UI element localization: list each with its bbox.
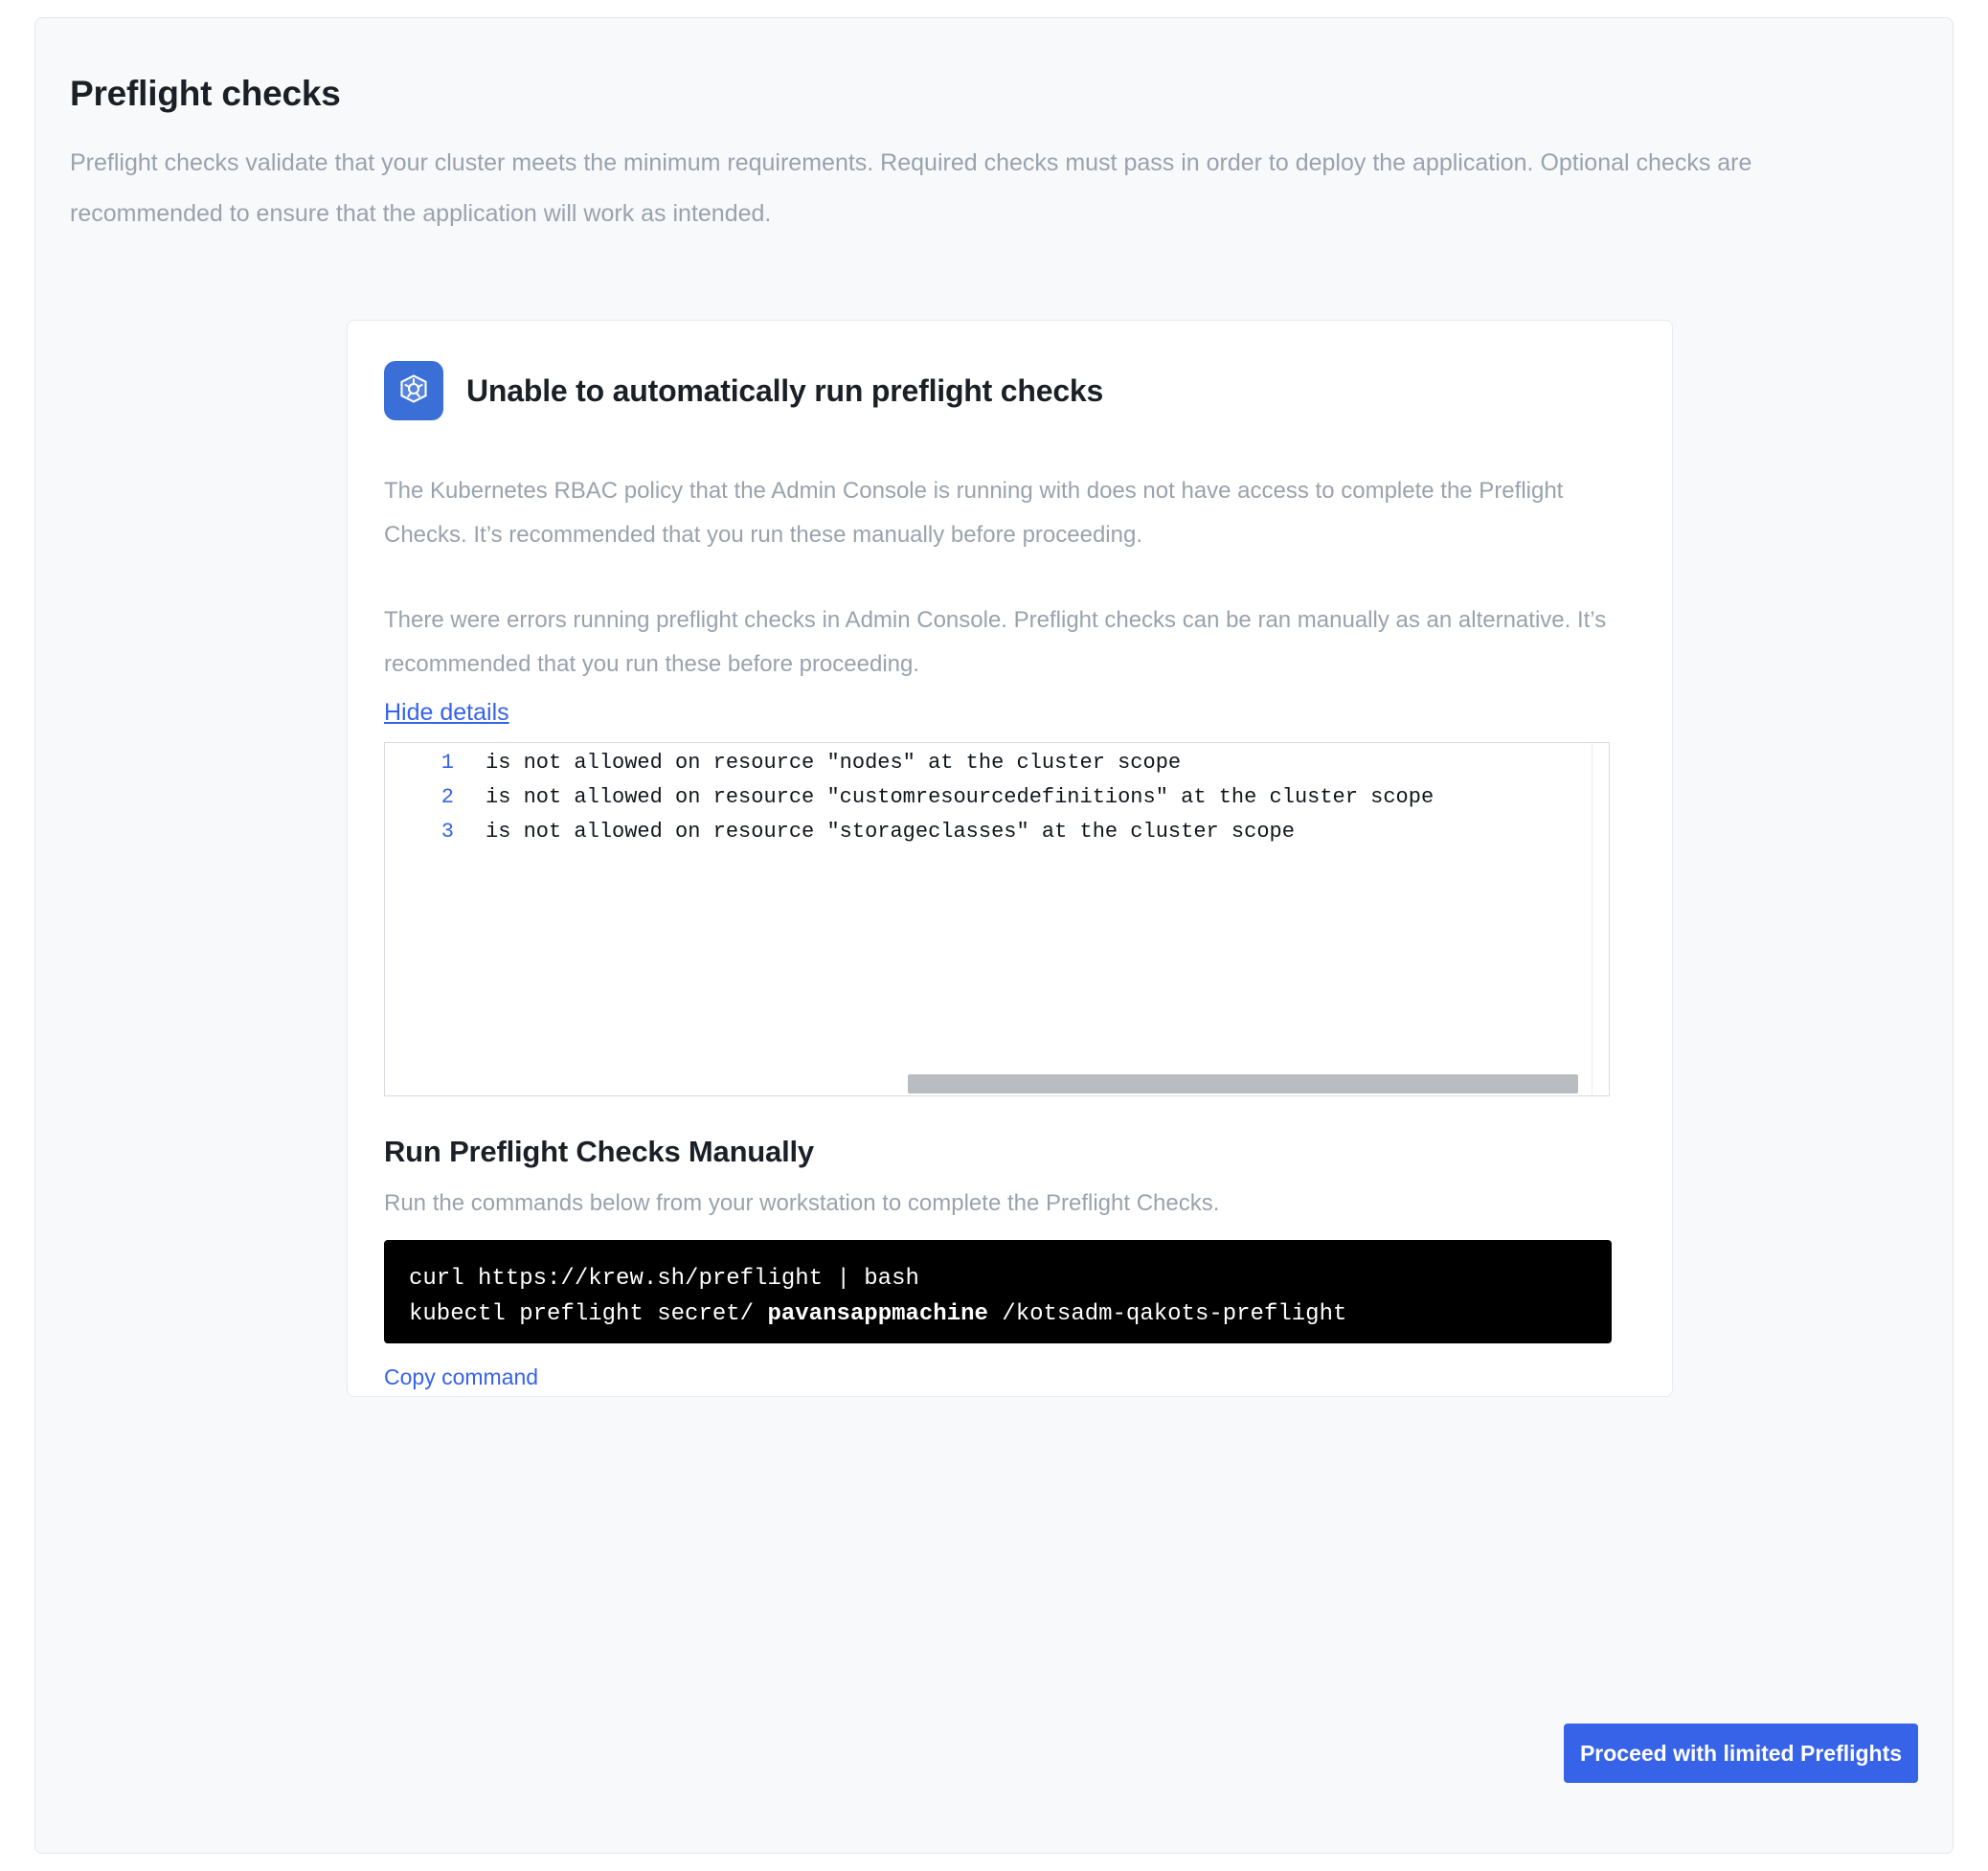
- line-text: is not allowed on resource "nodes" at the cluster scope: [486, 751, 1182, 775]
- error-log-horizontal-scrollbar[interactable]: [386, 1074, 1592, 1093]
- manual-section-description: Run the commands below from your workstation to complete the Preflight Checks.: [384, 1190, 1220, 1216]
- page-description: Preflight checks validate that your cluster meets the minimum requirements. Required checks must pass in order to deploy the application. Optional checks are recommended to ensure that the application will work as intended.: [70, 149, 1752, 227]
- line-number: 3: [441, 820, 454, 844]
- line-number: 2: [441, 785, 454, 809]
- panel-heading: Unable to automatically run preflight checks: [466, 372, 1104, 408]
- line-number: 1: [441, 751, 454, 775]
- command-line-2: [409, 1296, 1587, 1332]
- preflight-error-panel: [347, 320, 1673, 1397]
- command-prefix: kubectl preflight secret/: [409, 1301, 768, 1327]
- command-suffix: /kotsadm-qakots-preflight: [987, 1301, 1347, 1327]
- proceed-with-limited-preflights-button[interactable]: Proceed with limited Preflights: [1564, 1724, 1918, 1783]
- preflight-checks-page: [34, 17, 1954, 1854]
- copy-command-link[interactable]: Copy command: [384, 1364, 539, 1389]
- panel-paragraph-1: The Kubernetes RBAC policy that the Admin Console is running with does not have access to complete the Preflight Checks. It’s recommended that you run these manually before proceeding.: [384, 478, 1564, 548]
- kubernetes-icon: [384, 361, 443, 420]
- line-text: is not allowed on resource "storageclasses" at the cluster scope: [486, 820, 1295, 844]
- error-log-row: [385, 751, 1609, 785]
- error-log-box[interactable]: [384, 742, 1610, 1096]
- command-terminal: [384, 1240, 1612, 1343]
- command-line-1: curl https://krew.sh/preflight | bash: [409, 1266, 919, 1292]
- manual-section-title: Run Preflight Checks Manually: [384, 1135, 814, 1168]
- scrollbar-thumb[interactable]: [908, 1074, 1578, 1093]
- panel-paragraph-2: There were errors running preflight checks in Admin Console. Preflight checks can be ran manually as an alternative. It’s recommended that you run these before proceeding.: [384, 607, 1607, 677]
- panel-header: [384, 361, 1103, 420]
- error-log-vertical-scrollbar[interactable]: [1592, 743, 1609, 1095]
- command-app-slug: pavansappmachine: [767, 1301, 988, 1327]
- line-text: is not allowed on resource "customresourcedefinitions" at the cluster scope: [486, 785, 1435, 809]
- error-log-row: [385, 785, 1609, 820]
- page-title: Preflight checks: [70, 74, 341, 113]
- hide-details-link[interactable]: Hide details: [384, 699, 509, 726]
- error-log-row: [385, 820, 1609, 854]
